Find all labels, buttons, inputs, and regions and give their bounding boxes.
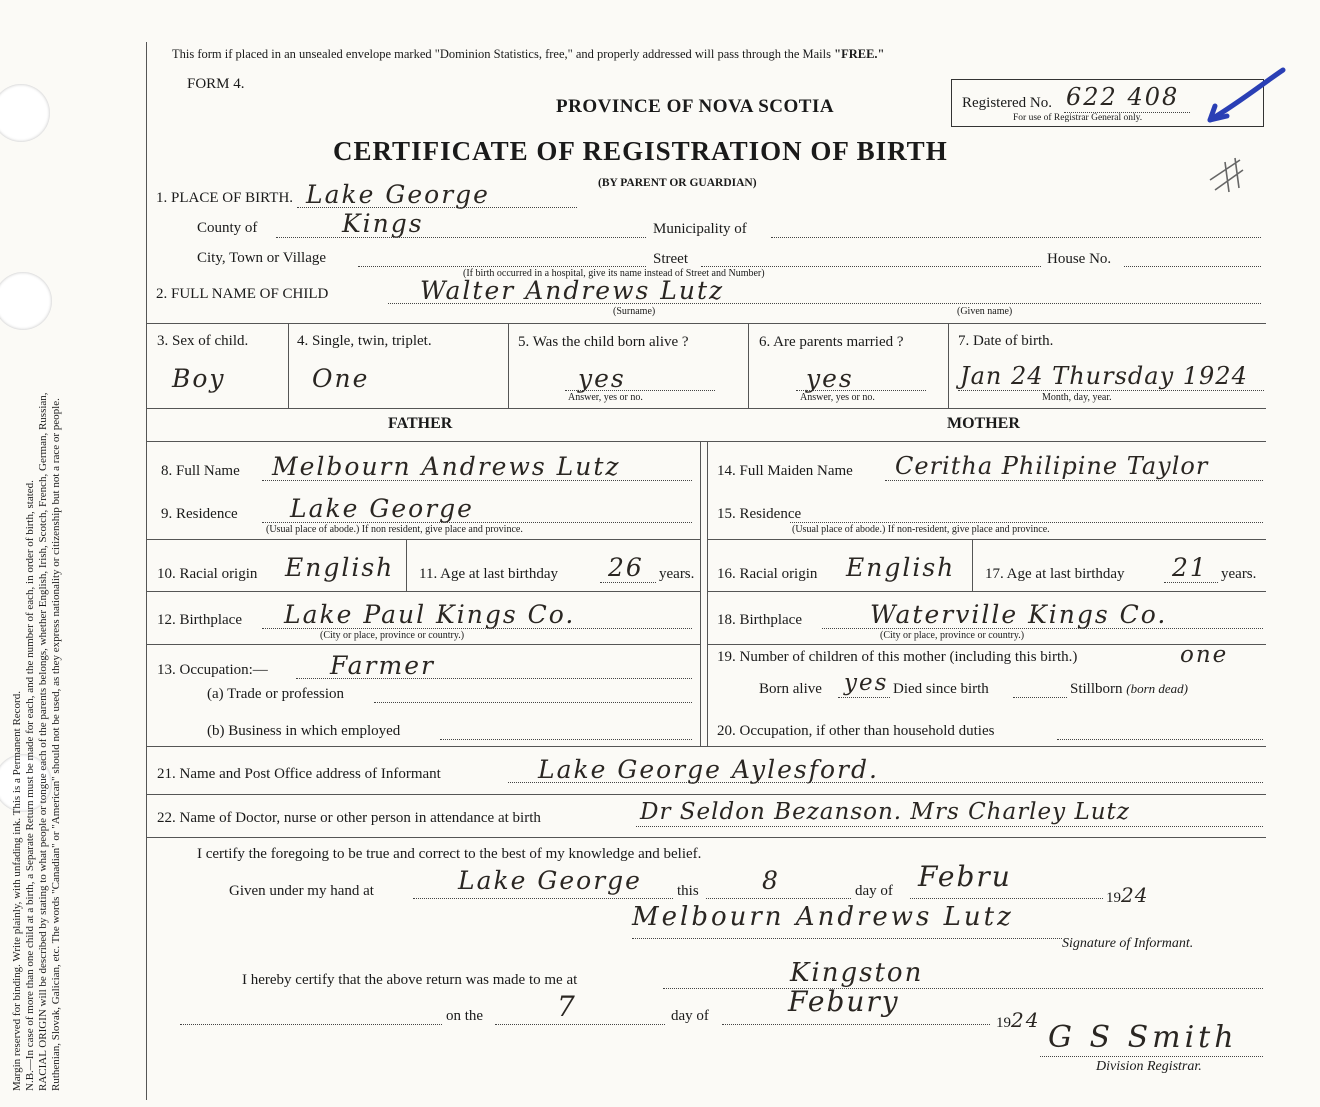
alive-label: 5. Was the child born alive ? xyxy=(518,334,689,350)
frame-left xyxy=(146,42,147,1100)
mother-name-dots xyxy=(885,480,1263,481)
died-since-dots xyxy=(1013,697,1067,698)
given-year-value: 24 xyxy=(1121,883,1149,907)
born-alive-label: Born alive xyxy=(759,681,822,697)
plurality-label: 4. Single, twin, triplet. xyxy=(297,333,432,349)
place-of-birth-label: 1. PLACE OF BIRTH. xyxy=(156,190,294,206)
father-trade-label: (a) Trade or profession xyxy=(207,686,345,702)
father-birthplace-note: (City or place, province or country.) xyxy=(320,630,465,641)
doctor-dots xyxy=(636,826,1263,827)
registrar-day-of-label: day of xyxy=(671,1008,709,1024)
house-label: House No. xyxy=(1047,251,1112,267)
father-business-label: (b) Business in which employed xyxy=(207,723,401,739)
mother-residence-dots xyxy=(790,522,1263,523)
municipality-label: Municipality of xyxy=(653,221,747,237)
doctor-label: 22. Name of Doctor, nurse or other person in attendance at birth xyxy=(157,810,541,826)
mother-children-value: one xyxy=(1180,642,1229,668)
place-of-birth-value: Lake George xyxy=(306,180,490,209)
mother-line-2 xyxy=(707,591,1266,592)
given-name-note: (Given name) xyxy=(957,306,1013,317)
margin-line-2: N.B.—In case of more than one child at a birth, a Separate Return must be made for each, and the number of each, in order of birth, stated. xyxy=(24,480,36,1091)
registrar-signature: G S Smith xyxy=(1048,1020,1238,1055)
father-racial-value: English xyxy=(285,553,395,582)
place-dots xyxy=(297,207,577,208)
father-age-label: 11. Age at last birthday xyxy=(419,566,558,582)
dob-note: Month, day, year. xyxy=(1042,392,1112,403)
father-business-dots xyxy=(440,739,692,740)
informant-value: Lake George Aylesford. xyxy=(538,755,879,784)
mother-age-unit: years. xyxy=(1221,566,1257,582)
father-name-value: Melbourn Andrews Lutz xyxy=(272,452,621,481)
mother-occupation-label: 20. Occupation, if other than household duties xyxy=(717,723,995,739)
given-place-value: Lake George xyxy=(458,866,642,895)
county-dots xyxy=(276,237,646,238)
city-dots xyxy=(358,266,646,267)
row3-divider-2 xyxy=(508,323,509,408)
sex-label: 3. Sex of child. xyxy=(157,333,249,349)
certificate-title: CERTIFICATE OF REGISTRATION OF BIRTH xyxy=(333,136,948,166)
parents-center-divider-b xyxy=(707,441,708,746)
registrar-place-value: Kingston xyxy=(790,958,924,988)
certificate-subtitle: (BY PARENT OR GUARDIAN) xyxy=(598,177,757,189)
city-label: City, Town or Village xyxy=(197,250,327,266)
stillborn-text: Stillborn xyxy=(1070,681,1123,697)
father-racial-divider xyxy=(406,539,407,591)
sex-value: Boy xyxy=(172,364,226,393)
father-birthplace-label: 12. Birthplace xyxy=(157,612,242,628)
province-heading: PROVINCE OF NOVA SCOTIA xyxy=(556,96,835,117)
row3-divider-1 xyxy=(288,323,289,408)
child-name-dots xyxy=(388,303,1261,304)
married-dots xyxy=(796,390,926,391)
county-value: Kings xyxy=(342,209,424,238)
dob-label: 7. Date of birth. xyxy=(958,333,1054,349)
stillborn-note: (born dead) xyxy=(1126,681,1189,696)
married-value: yes xyxy=(806,364,854,393)
margin-line-4: Ruthenian, Slovak, Galician, etc. The words "Canadian" or "American" should not be used, as they express nationality or citizenship but not a race or people. xyxy=(50,398,62,1091)
registrar-month-dots xyxy=(722,1024,990,1025)
married-label: 6. Are parents married ? xyxy=(759,334,904,350)
mother-age-value: 21 xyxy=(1172,553,1208,582)
given-month-value: Febru xyxy=(918,860,1012,893)
alive-note: Answer, yes or no. xyxy=(568,392,643,403)
mother-name-label: 14. Full Maiden Name xyxy=(717,463,853,479)
hospital-note: (If birth occurred in a hospital, give its name instead of Street and Number) xyxy=(463,268,765,279)
father-occupation-label: 13. Occupation:— xyxy=(157,662,268,678)
married-note: Answer, yes or no. xyxy=(800,392,875,403)
father-racial-label: 10. Racial origin xyxy=(157,566,258,582)
registered-number: 622 408 xyxy=(1066,83,1180,111)
mother-birthplace-value: Waterville Kings Co. xyxy=(870,600,1168,629)
surname-note: (Surname) xyxy=(613,306,656,317)
registrar-signature-dots xyxy=(1040,1056,1263,1057)
doctor-value: Dr Seldon Bezanson. Mrs Charley Lutz xyxy=(640,799,1130,825)
dob-value: Jan 24 Thursday 1924 xyxy=(960,362,1248,390)
mother-birthplace-label: 18. Birthplace xyxy=(717,612,802,628)
father-line-3 xyxy=(146,644,700,645)
row3-divider-3 xyxy=(748,323,749,408)
blue-check-arrow-icon xyxy=(1185,62,1295,142)
child-name-label: 2. FULL NAME OF CHILD xyxy=(156,286,329,302)
mother-birthplace-note: (City or place, province or country.) xyxy=(880,630,1025,641)
mother-residence-note: (Usual place of abode.) If non-resident, give place and province. xyxy=(792,524,1050,535)
house-dots xyxy=(1124,266,1261,267)
county-label: County of xyxy=(197,220,258,236)
registrar-day-dots xyxy=(495,1024,665,1025)
dob-dots xyxy=(958,390,1264,391)
born-alive-dots xyxy=(838,697,890,698)
died-since-label: Died since birth xyxy=(893,681,989,697)
given-year-prefix: 19 xyxy=(1106,890,1121,906)
row3-top-line xyxy=(146,323,1266,324)
registrar-year-value: 24 xyxy=(1011,1008,1041,1032)
father-line-2 xyxy=(146,591,700,592)
father-age-value: 26 xyxy=(608,553,644,582)
registered-label: Registered No. xyxy=(962,95,1052,111)
parents-bottom-line xyxy=(146,746,1266,747)
father-residence-note: (Usual place of abode.) If non resident, give place and province. xyxy=(266,524,523,535)
mother-age-dots xyxy=(1164,582,1218,583)
given-year xyxy=(1106,883,1148,907)
mail-notice-text: This form if placed in an unsealed envelope marked "Dominion Statistics, free," and properly addressed will pass through the Mails xyxy=(172,47,835,61)
registrar-note: For use of Registrar General only. xyxy=(1013,113,1143,123)
doctor-line xyxy=(146,837,1266,838)
informant-label: 21. Name and Post Office address of Informant xyxy=(157,766,441,782)
mother-age-label: 17. Age at last birthday xyxy=(985,566,1125,582)
street-dots xyxy=(701,266,1041,267)
mother-racial-divider xyxy=(972,539,973,591)
given-day-value: 8 xyxy=(762,866,780,895)
registrar-year xyxy=(996,1008,1040,1032)
stillborn-label xyxy=(1070,681,1188,698)
municipality-dots xyxy=(771,237,1261,238)
informant-dots xyxy=(508,782,1263,783)
father-age-unit: years. xyxy=(659,566,695,582)
father-occupation-value: Farmer xyxy=(330,651,435,680)
registrar-signature-label: Division Registrar. xyxy=(1096,1059,1202,1074)
informant-signature-dots xyxy=(632,938,1062,939)
this-label: this xyxy=(677,883,699,899)
father-residence-dots xyxy=(262,522,692,523)
given-month-dots xyxy=(910,898,1103,899)
father-residence-label: 9. Residence xyxy=(161,506,238,522)
pencil-mark-icon xyxy=(1195,140,1265,220)
street-label: Street xyxy=(653,251,688,267)
mail-notice-free: "FREE." xyxy=(834,47,885,61)
father-occupation-dots xyxy=(296,678,692,679)
father-trade-dots xyxy=(374,702,692,703)
registrar-place-dots xyxy=(663,988,1263,989)
parents-heading-line xyxy=(146,441,1266,442)
mother-children-label: 19. Number of children of this mother (including this birth.) xyxy=(717,649,1078,665)
registrar-day-value: 7 xyxy=(557,990,577,1023)
given-day-of-label: day of xyxy=(855,883,893,899)
registrar-year-prefix: 19 xyxy=(996,1015,1011,1031)
on-the-label: on the xyxy=(446,1008,484,1024)
father-heading: FATHER xyxy=(388,415,453,432)
mother-occupation-dots xyxy=(1057,739,1263,740)
born-alive-value: yes xyxy=(844,670,889,696)
father-birthplace-value: Lake Paul Kings Co. xyxy=(284,600,576,629)
margin-line-1: Margin reserved for binding. Write plainly, with unfading ink. This is a Permanent Record. xyxy=(11,691,23,1091)
mother-name-value: Ceritha Philipine Taylor xyxy=(895,452,1209,480)
father-age-dots xyxy=(600,582,656,583)
mail-notice xyxy=(172,47,884,62)
mother-residence-label: 15. Residence xyxy=(717,506,802,522)
margin-line-3: RACIAL ORIGIN will be described by stating to what people or tongue each of the parents belongs, whether English, Irish, Scotch, French, German, Russian, xyxy=(37,392,49,1091)
margin-instructions xyxy=(11,41,63,1091)
registrar-month-value: Febury xyxy=(788,985,900,1018)
father-residence-value: Lake George xyxy=(290,494,474,523)
parents-center-divider-a xyxy=(700,441,701,746)
child-name-value: Walter Andrews Lutz xyxy=(420,276,725,305)
registrar-statement: I hereby certify that the above return was made to me at xyxy=(242,972,578,988)
plurality-value: One xyxy=(312,364,370,393)
informant-line xyxy=(146,794,1266,795)
father-name-dots xyxy=(262,480,692,481)
mother-racial-label: 16. Racial origin xyxy=(717,566,818,582)
father-line-1 xyxy=(146,539,700,540)
informant-signature-label: Signature of Informant. xyxy=(1062,936,1194,951)
form-number: FORM 4. xyxy=(187,76,245,92)
father-name-label: 8. Full Name xyxy=(161,463,240,479)
mother-heading: MOTHER xyxy=(947,415,1020,432)
row3-divider-4 xyxy=(948,323,949,408)
given-day-dots xyxy=(706,898,851,899)
alive-dots xyxy=(565,390,715,391)
row3-bottom-line xyxy=(146,408,1266,409)
given-label: Given under my hand at xyxy=(229,883,374,899)
registrar-day-left-dots xyxy=(180,1024,442,1025)
alive-value: yes xyxy=(578,364,626,393)
mother-line-1 xyxy=(707,539,1266,540)
mother-racial-value: English xyxy=(846,553,956,582)
given-place-dots xyxy=(413,898,673,899)
certify-statement: I certify the foregoing to be true and correct to the best of my knowledge and belief. xyxy=(197,846,702,862)
mother-birthplace-dots xyxy=(822,628,1263,629)
informant-signature: Melbourn Andrews Lutz xyxy=(632,902,1014,932)
father-birthplace-dots xyxy=(262,628,692,629)
